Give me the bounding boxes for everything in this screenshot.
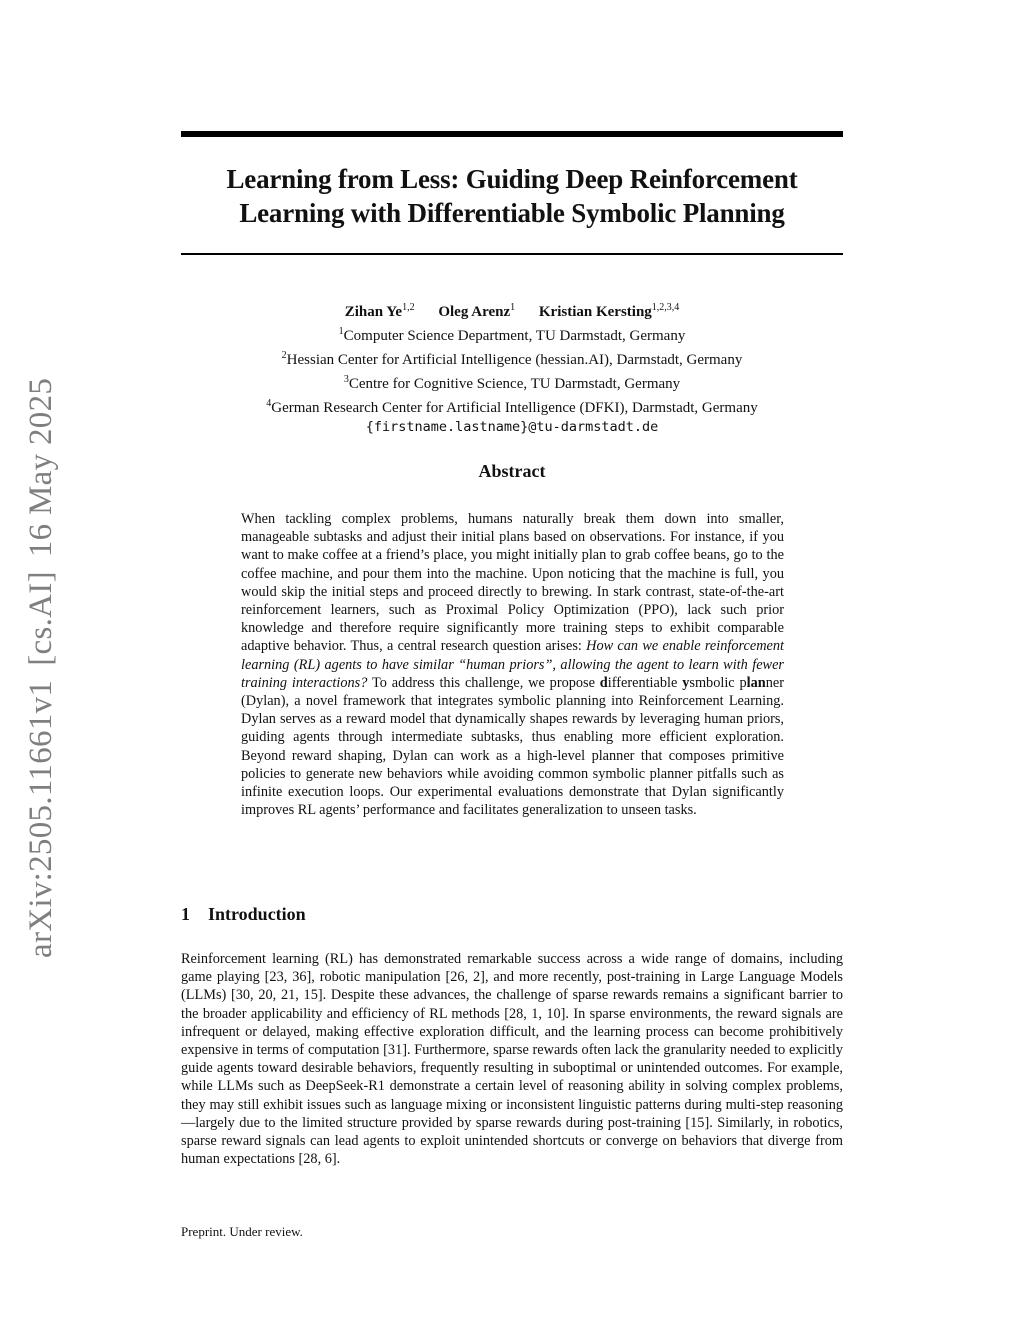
abstract-text-part-2: To address this challenge, we propose xyxy=(367,674,600,691)
introduction-paragraph: Reinforcement learning (RL) has demonstrated remarkable success across a wide range of domains, including game playing [23, 36], robotic manipulation [26, 2], and more recently, post-training in Large Language Models (LLMs) [30, 20, 21, 15]. Despite these advances, the challenge of sparse rewards remains a significant barrier to the broader applicability and efficiency of RL methods [28, 1, 10]. In sparse environments, the reward signals are infrequent or delayed, making effective exploration difficult, and the learning process can become prohibitively expensive in terms of computation [31]. Furthermore, sparse rewards often lack the granularity needed to explicitly guide agents toward desirable behaviors, frequently resulting in suboptimal or unintended outcomes. For example, while LLMs such as DeepSeek-R1 demonstrate a certain level of reasoning ability in solving complex problems, they may still exhibit issues such as language mixing or inconsistent linguistic patterns during multi-step reasoning—largely due to the limited structure provided by sparse rewards during post-training [15]. Similarly, in robotics, sparse reward signals can lead agents to exploit unintended shortcuts or converge on behaviors that diverge from human expectations [28, 6]. xyxy=(181,951,843,1168)
affiliation-number: 2 xyxy=(281,350,287,361)
abstract-text-part-5: mbolic p xyxy=(694,674,747,691)
title-bottom-rule xyxy=(181,253,843,255)
title-top-rule xyxy=(181,131,843,137)
arxiv-category: [cs.AI] xyxy=(23,571,59,666)
author-name: Oleg Arenz xyxy=(438,304,511,320)
affiliation-2 xyxy=(181,346,843,370)
abstract-text-part-3: ifferentiable xyxy=(607,674,683,691)
acronym-letter-d: d xyxy=(599,674,608,691)
affiliation-text: German Research Center for Artificial Intelligence (DFKI), Darmstadt, Germany xyxy=(271,400,758,416)
affiliation-4 xyxy=(181,394,843,418)
section-heading-introduction xyxy=(181,904,843,925)
author-block xyxy=(181,298,843,437)
abstract-text-part-4: s xyxy=(689,674,695,691)
author-1 xyxy=(345,304,415,320)
author-list xyxy=(181,298,843,322)
affiliation-text: Centre for Cognitive Science, TU Darmstadt, Germany xyxy=(348,376,681,392)
section-title: Introduction xyxy=(208,904,306,924)
affiliation-text: Computer Science Department, TU Darmstadt, Germany xyxy=(343,328,686,344)
preprint-footer: Preprint. Under review. xyxy=(181,1224,303,1239)
author-affiliation-marker: 1,2 xyxy=(402,302,415,313)
author-2 xyxy=(438,304,515,320)
affiliation-number: 1 xyxy=(338,326,344,337)
affiliation-text: Hessian Center for Artificial Intelligence (hessian.AI), Darmstadt, Germany xyxy=(286,352,743,368)
section-number: 1 xyxy=(181,904,190,924)
author-email: {firstname.lastname}@tu-darmstadt.de xyxy=(365,419,659,435)
arxiv-id: arXiv:2505.11661v1 xyxy=(23,679,59,958)
affiliation-number: 4 xyxy=(266,398,272,409)
paper-title xyxy=(181,162,843,230)
arxiv-watermark[interactable] xyxy=(23,378,60,958)
affiliation-number: 3 xyxy=(343,374,349,385)
author-name: Zihan Ye xyxy=(344,304,403,320)
acronym-letters-lan: lan xyxy=(746,674,766,691)
affiliation-1 xyxy=(181,322,843,346)
author-3 xyxy=(539,304,679,320)
arxiv-date: 16 May 2025 xyxy=(23,377,59,558)
abstract-research-question: How can we enable reinforcement learning (RL) agents to have similar “human priors”, allowing the agent to learn with fewer training interactions? xyxy=(241,638,785,691)
abstract-text-part-1: When tackling complex problems, humans naturally break them down into smaller, manageable subtasks and adjust their initial plans based on observations. For instance, if you want to make coffee at a friend’s place, you might initially plan to grab coffee beans, go to the coffee machine, and pour them into the machine. Upon noticing that the machine is full, you would skip the initial steps and proceed directly to brewing. In stark contrast, state-of-the-art reinforcement learners, such as Proximal Policy Optimization (PPO), lack such prior knowledge and therefore require significantly more training steps to exhibit comparable adaptive behavior. Thus, a central research question arises: xyxy=(241,511,784,655)
author-name: Kristian Kersting xyxy=(538,304,652,320)
title-line-2: Learning with Differentiable Symbolic Planning xyxy=(239,198,785,228)
title-line-1: Learning from Less: Guiding Deep Reinforcement xyxy=(226,164,798,194)
acronym-letter-y: y xyxy=(682,674,690,691)
author-affiliation-marker: 1,2,3,4 xyxy=(651,302,680,313)
affiliation-3 xyxy=(181,370,843,394)
abstract-text-part-6: ner (Dylan), a novel framework that integrates symbolic planning into Reinforcement Learning. Dylan serves as a reward model that dynamically shapes rewards by leveraging human priors, guiding agents through intermediate subtasks, thus enabling more efficient exploration. Beyond reward shaping, Dylan can work as a high-level planner that composes primitive policies to generate new behaviors while avoiding common symbolic planner pitfalls such as infinite execution loops. Our experimental evaluations demonstrate that Dylan significantly improves RL agents’ performance and facilitates generalization to unseen tasks. xyxy=(241,674,784,819)
abstract-heading: Abstract xyxy=(478,461,546,481)
abstract-body xyxy=(241,510,784,819)
author-affiliation-marker: 1 xyxy=(510,302,516,313)
